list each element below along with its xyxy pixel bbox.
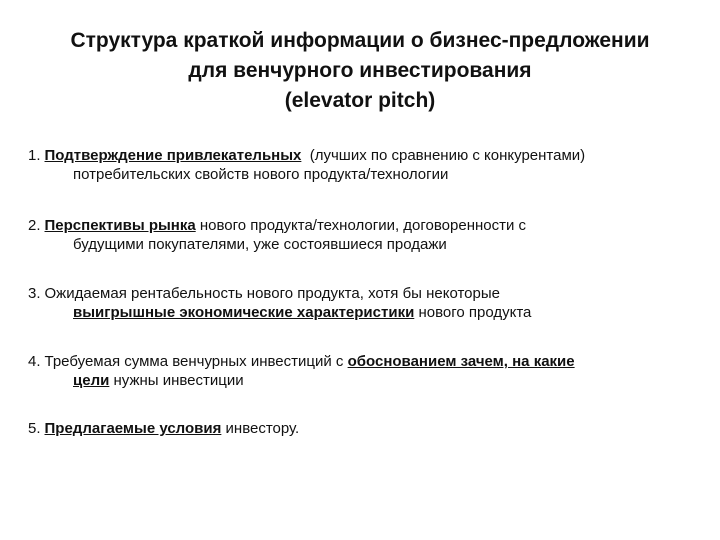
title-line: (elevator pitch) — [284, 89, 436, 112]
slide-title — [0, 26, 720, 116]
segment: Ожидаемая рентабельность нового продукта, хотя бы некоторые — [44, 285, 500, 302]
list-item — [28, 419, 704, 438]
segment: цели — [73, 372, 110, 389]
item-line — [28, 352, 704, 371]
item-number: 4. — [28, 353, 41, 370]
segment: Предлагаемые условия — [44, 420, 222, 437]
item-number: 3. — [28, 285, 41, 302]
segment: нужны инвестиции — [109, 372, 244, 389]
segment: Перспективы рынка — [44, 217, 196, 234]
item-line — [28, 216, 704, 235]
title-line: для венчурного инвестирования — [188, 59, 532, 82]
segment: обоснованием зачем, на какие — [347, 353, 575, 370]
segment: потребительских свойств нового продукта/технологии — [73, 166, 449, 183]
title-line: Структура краткой информации о бизнес-предложении — [70, 29, 650, 52]
segment: Требуемая сумма венчурных инвестиций с — [44, 353, 348, 370]
list-item — [28, 352, 704, 390]
segment: (лучших по сравнению с конкурентами) — [301, 147, 586, 164]
segment: нового продукта/технологии, договоренности с — [195, 217, 527, 234]
item-line — [28, 371, 704, 390]
segment: нового продукта — [414, 304, 532, 321]
item-number: 1. — [28, 147, 41, 164]
segment: будущими покупателями, уже состоявшиеся продажи — [73, 236, 447, 253]
item-line — [28, 419, 704, 438]
item-line — [28, 146, 704, 165]
list-item — [28, 284, 704, 322]
item-line — [28, 235, 704, 254]
segment: выигрышные экономические характеристики — [73, 304, 415, 321]
list-item — [28, 146, 704, 184]
item-line — [28, 303, 704, 322]
list-item — [28, 216, 704, 254]
segment: инвестору. — [221, 420, 300, 437]
item-line — [28, 284, 704, 303]
item-line — [28, 165, 704, 184]
item-number: 2. — [28, 217, 41, 234]
item-number: 5. — [28, 420, 41, 437]
segment: Подтверждение привлекательных — [44, 147, 302, 164]
